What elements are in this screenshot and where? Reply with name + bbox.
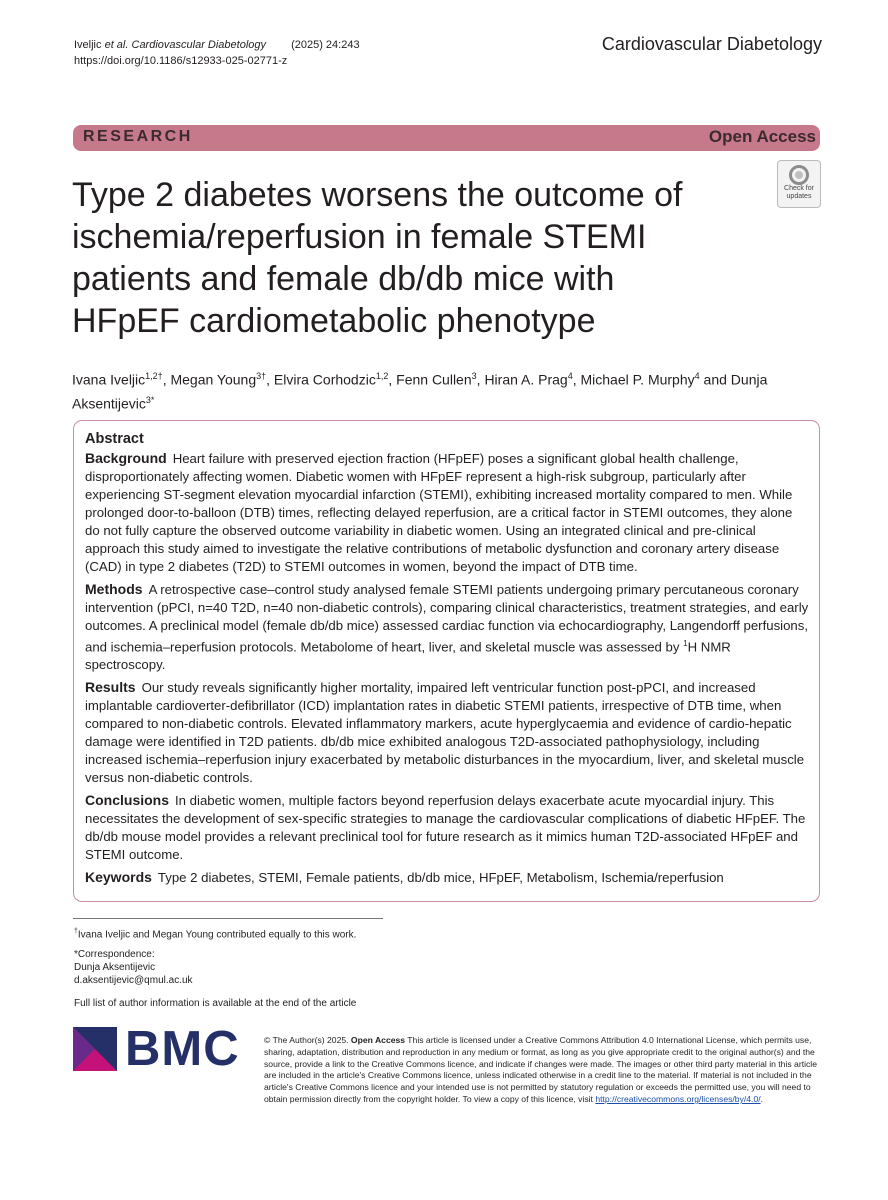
crossmark-icon — [789, 165, 809, 185]
open-access-label: Open Access — [708, 127, 816, 146]
header-et-al: et al. — [104, 39, 129, 51]
bmc-logo-icon — [73, 1027, 117, 1071]
author-info-note: Full list of author information is available at the end of the article — [74, 998, 357, 1009]
author-name[interactable]: Ivana Iveljic — [72, 371, 146, 388]
author-name[interactable]: Dunja Aksentijevic — [72, 371, 768, 412]
license-statement — [264, 1035, 820, 1106]
header-citation: (2025) 24:243 — [291, 39, 360, 51]
author-list — [72, 366, 772, 413]
bmc-logo — [73, 1022, 245, 1076]
license-open-access: Open Access — [350, 1035, 406, 1045]
section-text-tail: H NMR spectroscopy. — [85, 639, 731, 673]
author-affiliation: 3† — [256, 371, 267, 381]
header-journal: Cardiovascular Diabetology — [131, 39, 267, 51]
author-separator: , — [162, 371, 171, 388]
equal-contribution-text: Ivana Iveljic and Megan Young contributed equally to this work. — [77, 929, 357, 941]
section-label: Results — [85, 679, 136, 696]
license-suffix: . — [760, 1093, 764, 1104]
footnote-divider — [73, 918, 383, 919]
section-text: In diabetic women, multiple factors beyond reperfusion delays exacerbate acute myocardial injury. This necessitates the development of sex-specific strategies to manage the cardiovascular complications of diabetic HFpEF. The db/db mouse model provides a relevant preclinical tool for future research as it mimics human T2D-associated HFpEF and STEMI outcome. — [85, 793, 806, 863]
author-affiliation: 3* — [145, 394, 155, 405]
section-label: Methods — [85, 581, 143, 597]
doi-link[interactable]: https://doi.org/10.1186/s12933-025-02771-z — [74, 55, 288, 67]
author-affiliation: 3 — [471, 371, 477, 381]
bmc-logo-text: BMC — [125, 1022, 240, 1076]
section-label: Keywords — [85, 869, 152, 886]
author-separator: , — [388, 371, 397, 388]
section-text: Heart failure with preserved ejection fraction (HFpEF) poses a significant global health challenge, disproportionately affecting women. Diabetic women with HFpEF represent a high-risk subgroup, particularly after experiencing ST-segment elevation myocardial infarction (STEMI), exhibiting increased mortality compared to men. While prolonged door-to-balloon (DTB) times, reflecting delayed reperfusion, are a critical factor in STEMI outcomes, they alone do not fully capture the observed outcome variability in diabetic women. Using an integrated clinical and pre-clinical approach this study aimed to investigate the relative contributions of metabolic dysfunction and coronary artery disease (CAD) in type 2 diabetes (T2D) to STEMI outcomes in women, beyond the impact of DTB time. — [85, 451, 793, 574]
author-affiliation: 1,2 — [375, 371, 389, 381]
abstract-box — [73, 420, 820, 902]
license-prefix: © The Author(s) 2025. — [264, 1035, 349, 1045]
author-separator: and — [699, 371, 731, 388]
badge-line-1: Check for — [784, 185, 814, 192]
equal-contribution-note — [74, 925, 356, 941]
correspondence-label: *Correspondence: — [74, 949, 155, 960]
author-affiliation: 4 — [567, 371, 573, 381]
correspondence-name: Dunja Aksentijevic — [74, 962, 156, 973]
license-link[interactable]: http://creativecommons.org/licenses/by/4.0/ — [595, 1093, 761, 1104]
article-type-label: RESEARCH — [83, 128, 193, 145]
dagger-mark: † — [74, 928, 78, 935]
running-header — [74, 37, 360, 69]
superscript: 1 — [683, 639, 688, 648]
section-text: A retrospective case–control study analysed female STEMI patients undergoing primary percutaneous coronary intervention (pPCI, n=40 T2D, n=40 non-diabetic controls), comparing clinical characteristics, treatment strategies, and early outcomes. A preclinical model (female db/db mice) assessed cardiac function via echocardiography, Langendorff perfusions, and ischemia–reperfusion protocols. Metabolome of heart, liver, and skeletal muscle was assessed by — [85, 582, 809, 655]
author-name[interactable]: Michael P. Murphy — [580, 371, 695, 388]
correspondence-block — [74, 948, 193, 987]
correspondence-email[interactable]: d.aksentijevic@qmul.ac.uk — [74, 975, 193, 986]
header-author: Iveljic — [74, 39, 102, 51]
badge-line-2: updates — [786, 193, 812, 200]
abstract-results — [85, 678, 809, 787]
article-type-banner — [73, 125, 820, 151]
author-affiliation: 1,2† — [145, 371, 163, 381]
abstract-methods — [85, 580, 809, 674]
author-name[interactable]: Elvira Corhodzic — [273, 371, 376, 388]
section-text: Type 2 diabetes, STEMI, Female patients, db/db mice, HFpEF, Metabolism, Ischemia/reperfusion — [157, 870, 724, 886]
journal-name: Cardiovascular Diabetology — [601, 34, 822, 54]
author-separator: , — [476, 371, 485, 388]
author-name[interactable]: Fenn Cullen — [396, 371, 472, 388]
abstract-keywords — [85, 868, 809, 887]
section-label: Conclusions — [85, 792, 170, 809]
author-separator: , — [266, 371, 274, 388]
author-affiliation: 4 — [694, 371, 700, 381]
article-title: Type 2 diabetes worsens the outcome of ischemia/reperfusion in female STEMI patients and female db/db mice with HFpEF cardiometabolic phenotype — [72, 176, 683, 340]
check-for-updates-button[interactable] — [777, 160, 821, 208]
author-name[interactable]: Megan Young — [170, 371, 257, 388]
section-text: Our study reveals significantly higher mortality, impaired left ventricular function post-pPCI, and increased implantable cardioverter-defibrillator (ICD) implantation rates in diabetic STEMI patients, irrespective of DTB time, when compared to non-diabetic controls. Elevated inflammatory markers, acute hyperglycaemia and evidence of cardio-hepatic damage were identified in T2D patients. db/db mice exhibited analogous T2D-associated pathophysiology, including increased ischemia–reperfusion injury exacerbated by metabolic disturbances in the myocardium, liver, and skeletal muscle versus non-diabetic controls. — [85, 680, 805, 786]
abstract-heading: Abstract — [85, 431, 144, 447]
abstract-conclusions — [85, 791, 809, 864]
citation-line — [74, 37, 360, 53]
license-body: This article is licensed under a Creative Commons Attribution 4.0 International License, which permits use, sharing, adaptation, distribution and reproduction in any medium or format, as long as you give appropriate credit to the original author(s) and the source, provide a link to the Creative Commons licence, and indicate if changes were made. The images or other third party material in this article are included in the article's Creative Commons licence, unless indicated otherwise in a credit line to the material. If material is not included in the article's Creative Commons licence and your intended use is not permitted by statutory regulation or exceeds the permitted use, you will need to obtain permission directly from the copyright holder. To view a copy of this licence, visit — [264, 1035, 817, 1104]
author-separator: , — [572, 371, 581, 388]
section-label: Background — [85, 450, 167, 466]
abstract-background — [85, 449, 809, 576]
author-name[interactable]: Hiran A. Prag — [484, 371, 568, 388]
